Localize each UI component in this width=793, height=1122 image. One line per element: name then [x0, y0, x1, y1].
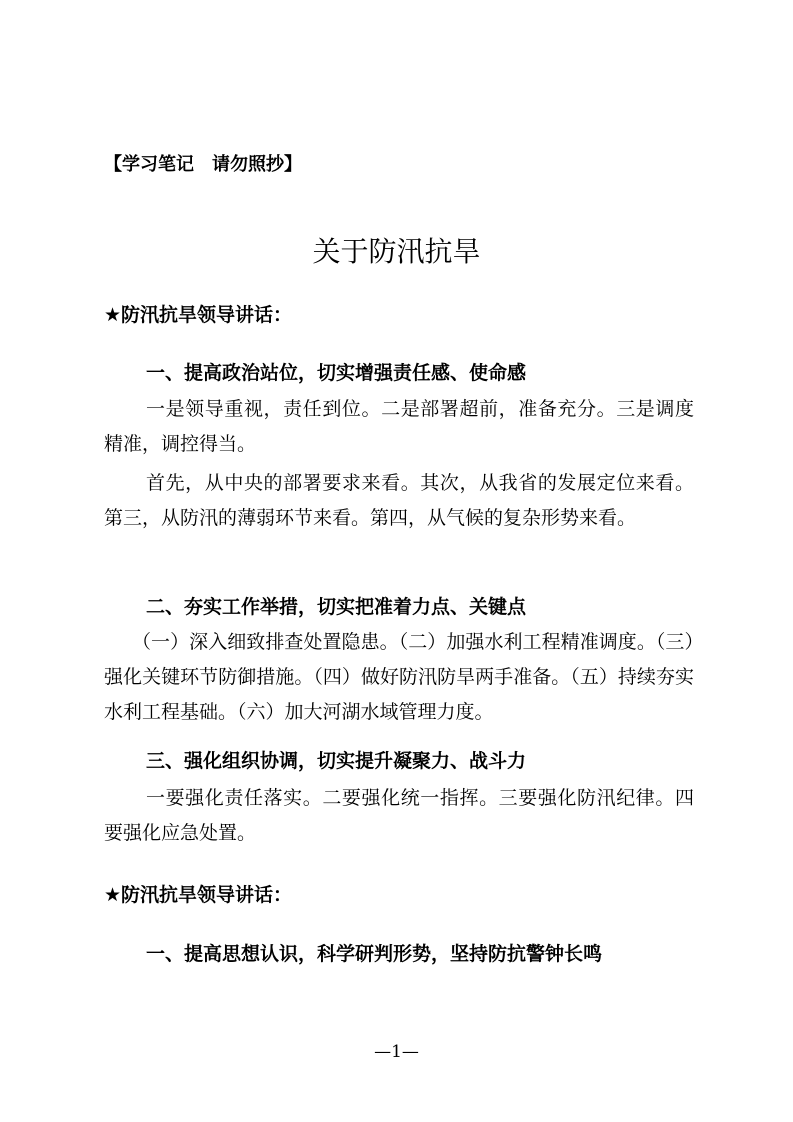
body-paragraph: 一是领导重视，责任到位。二是部署超前，准备充分。三是调度精准，调控得当。 — [104, 398, 694, 455]
study-note-tag: 【学习笔记 请勿照抄】 — [104, 154, 302, 175]
page-number: —1— — [374, 1042, 419, 1062]
section-header: ★防汛抗旱领导讲话： — [104, 304, 293, 326]
body-paragraph: 一要强化责任落实。二要强化统一指挥。三要强化防汛纪律。四要强化应急处置。 — [104, 787, 694, 844]
document-title: 关于防汛抗旱 — [312, 235, 481, 268]
section-heading: 三、强化组织协调，切实提升凝聚力、战斗力 — [146, 750, 527, 772]
body-paragraph: 首先，从中央的部署要求来看。其次，从我省的发展定位来看。第三，从防汛的薄弱环节来看。第四，从气候的复杂形势来看。 — [104, 472, 694, 529]
section-heading: 二、夯实工作举措，切实把准着力点、关键点 — [146, 596, 527, 618]
section-heading: 一、提高政治站位，切实增强责任感、使命感 — [146, 362, 527, 384]
section-heading: 一、提高思想认识，科学研判形势，坚持防抗警钟长鸣 — [146, 943, 603, 965]
section-header: ★防汛抗旱领导讲话： — [104, 884, 293, 906]
body-paragraph: （一）深入细致排查处置隐患。（二）加强水利工程精准调度。（三）强化关键环节防御措施。（四）做好防汛防旱两手准备。（五）持续夯实水利工程基础。（六）加大河湖水域管理力度。 — [104, 631, 694, 723]
